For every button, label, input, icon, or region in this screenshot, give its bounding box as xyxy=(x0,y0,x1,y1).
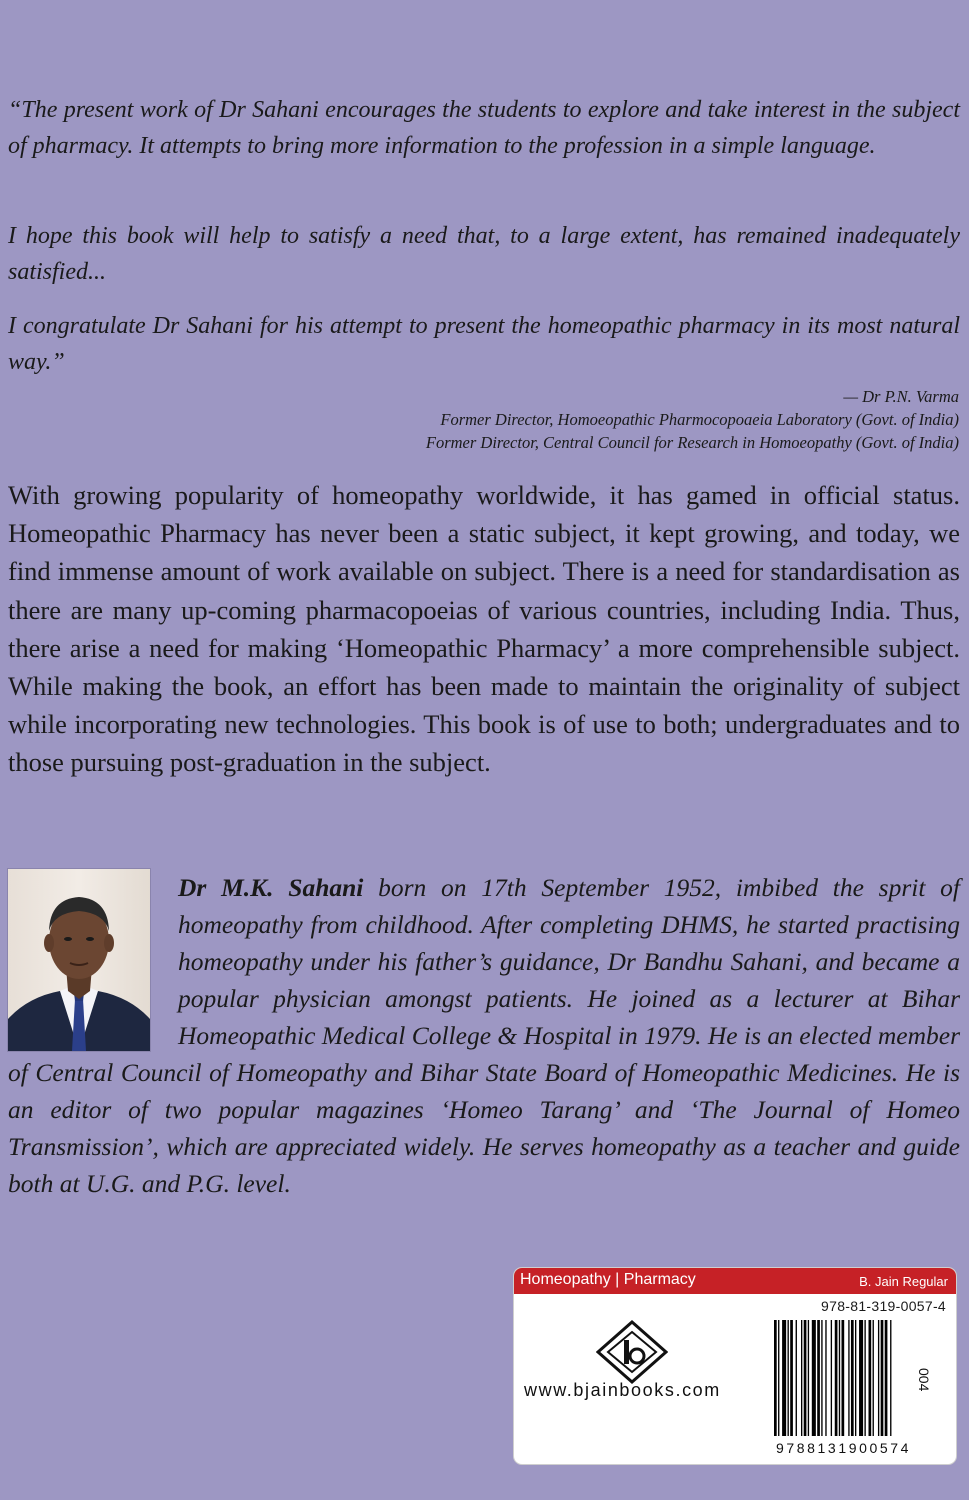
bjain-logo-icon xyxy=(596,1320,668,1384)
publisher-website: www.bjainbooks.com xyxy=(524,1380,721,1400)
category-header xyxy=(514,1268,956,1294)
quote-attribution xyxy=(259,385,959,454)
attribution-line-1: Former Director, Homoeopathic Pharmocopoaeia Laboratory (Govt. of India) xyxy=(440,410,959,429)
price-code: 004 xyxy=(916,1368,932,1392)
author-bio xyxy=(8,869,960,1202)
isbn-number: 978-81-319-0057-4 xyxy=(821,1298,946,1314)
attribution-name: — Dr P.N. Varma xyxy=(843,387,959,406)
author-name: Dr M.K. Sahani xyxy=(178,873,364,902)
quote-paragraph-2: I hope this book will help to satisfy a need that, to a large extent, has remained inadequately satisfied... xyxy=(8,223,960,285)
quote-paragraph-1: “The present work of Dr Sahani encourages the students to explore and take interest in the subject of pharmacy. It attempts to bring more information to the profession in a simple language. xyxy=(8,97,960,159)
barcode-card xyxy=(514,1268,956,1464)
publisher-tag: B. Jain Regular xyxy=(859,1274,948,1289)
attribution-line-2: Former Director, Central Council for Research in Homoeopathy (Govt. of India) xyxy=(425,433,959,452)
quote-paragraph-3: I congratulate Dr Sahani for his attempt to present the homeopathic pharmacy in its most natural way.” xyxy=(8,313,960,375)
category-label: Homeopathy | Pharmacy xyxy=(520,1271,696,1288)
isbn-barcode xyxy=(772,1320,928,1438)
author-bio-text: born on 17th September 1952, imbibed the sprit of homeopathy from childhood. After completing DHMS, he started practising homeopathy under his father’s guidance, Dr Bandhu Sahani, and became a popular physician amongst patients. He joined as a lecturer at Bihar Homeopathic Medical College & Hospital in 1979. He is an elected member of Central Council of Homeopathy and Bihar State Board of Homeopathic Medicines. He is an editor of two popular magazines ‘Homeo Tarang’ and ‘The Journal of Homeo Transmission’, which are appreciated widely. He serves homeopathy as a teacher and guide both at U.G. and P.G. level. xyxy=(8,873,960,1198)
book-description: With growing popularity of homeopathy worldwide, it has gamed in official status. Homeopathic Pharmacy has never been a static subject, it kept growing, and today, we find immense amount of work available on subject. There is a need for standardisation as there are many up-coming pharmacopoeias of various countries, including India. Thus, there arise a need for making ‘Homeopathic Pharmacy’ a more comprehensible subject. While making the book, an effort has been made to maintain the originality of subject while incorporating new technologies. This book is of use to both; undergraduates and to those pursuing post-graduation in the subject. xyxy=(8,480,960,778)
barcode-digits: 9788131900574 xyxy=(776,1440,912,1456)
